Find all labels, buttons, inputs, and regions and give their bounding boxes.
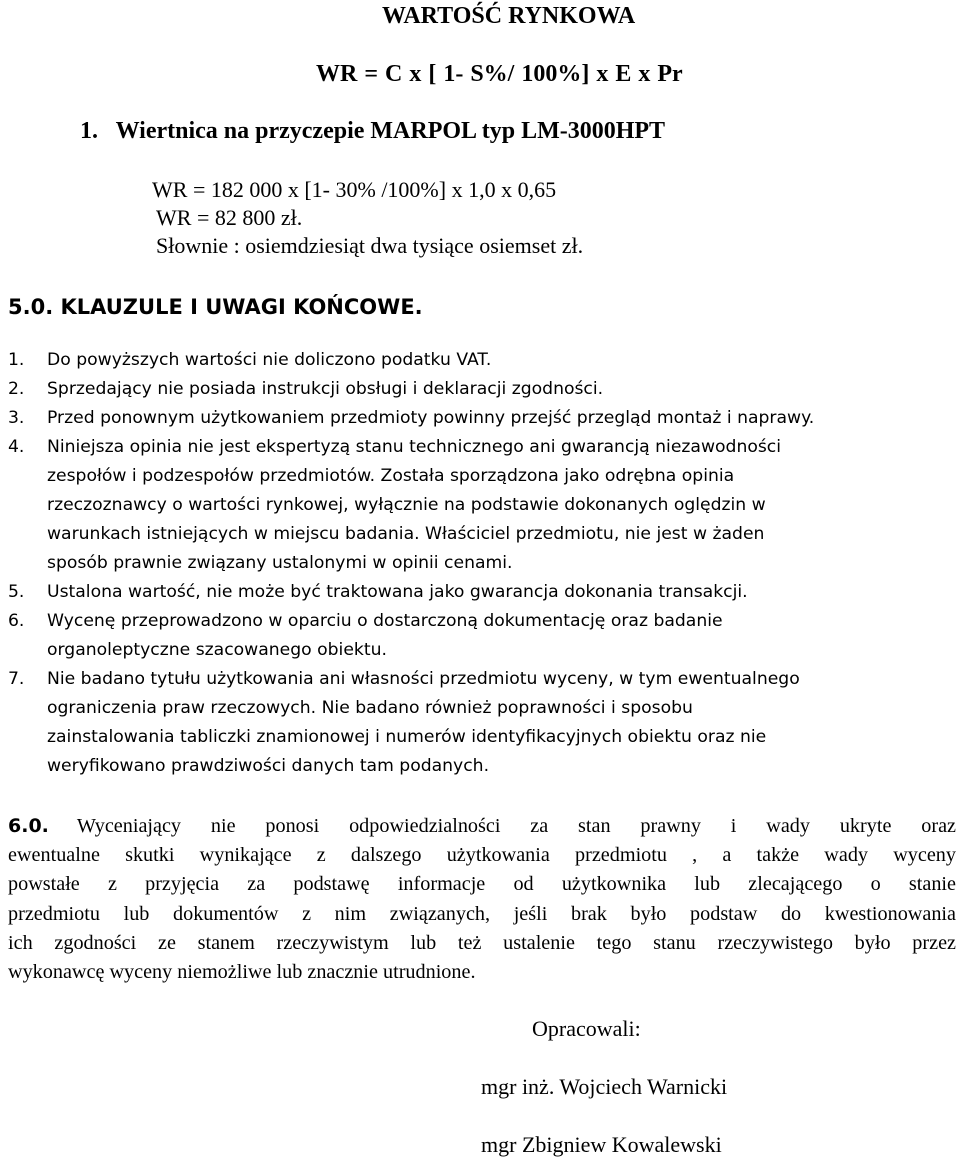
section-6-line: ich zgodności ze stanem rzeczywistym lub też ustalenie tego stanu rzeczywistego było przez <box>8 931 956 954</box>
note-item <box>8 665 953 781</box>
valuation-calculation <box>152 176 583 260</box>
note-line: zespołów i podzespołów przedmiotów. Została sporządzona jako odrębna opinia <box>47 466 735 486</box>
note-item <box>8 578 953 607</box>
note-line: zainstalowania tabliczki znamionowej i numerów identyfikacyjnych obiektu oraz nie <box>47 727 767 747</box>
author-name: mgr inż. Wojciech Warnicki <box>481 1074 728 1099</box>
note-item <box>8 607 953 665</box>
section-6-line <box>8 812 956 841</box>
note-line: Nie badano tytułu użytkowania ani własności przedmiotu wyceny, w tym ewentualnego <box>47 669 800 689</box>
calculation-line-result: WR = 82 800 zł. <box>156 205 303 230</box>
section-6-paragraph <box>8 812 956 987</box>
note-number: 6. <box>8 611 25 631</box>
note-line: organoleptyczne szacowanego obiektu. <box>47 640 387 660</box>
note-line: warunkach istniejących w miejscu badania. Właściciel przedmiotu, nie jest w żaden <box>47 524 765 544</box>
section-6-line: ewentualne skutki wynikające z dalszego użytkowania przedmiotu , a także wady wyceny <box>8 844 956 867</box>
note-line: rzeczoznawcy o wartości rynkowej, wyłącznie na podstawie dokonanych oględzin w <box>47 495 766 515</box>
calculation-line-words: Słownie : osiemdziesiąt dwa tysiące osiemset zł. <box>156 233 584 258</box>
note-text <box>47 433 953 578</box>
note-line: ograniczenia praw rzeczowych. Nie badano również poprawności i sposobu <box>47 698 693 718</box>
note-line: Przed ponownym użytkowaniem przedmioty powinny przejść przegląd montaż i naprawy. <box>47 408 815 428</box>
note-item <box>8 346 953 375</box>
note-line: Sprzedający nie posiada instrukcji obsługi i deklaracji zgodności. <box>47 379 604 399</box>
note-line: Do powyższych wartości nie doliczono podatku VAT. <box>47 350 492 370</box>
section-6-line: powstałe z przyjęcia za podstawę informacje od użytkownika lub zlecającego o stanie <box>8 873 956 896</box>
closing-notes-list <box>8 346 953 781</box>
note-number: 5. <box>8 582 25 602</box>
note-line: Niniejsza opinia nie jest ekspertyzą stanu technicznego ani gwarancją niezawodności <box>47 437 782 457</box>
note-text <box>47 375 953 404</box>
note-line: weryfikowano prawdziwości danych tam podanych. <box>47 756 490 776</box>
item-label: Wiertnica na przyczepie MARPOL typ LM-3000HPT <box>115 118 666 144</box>
note-item <box>8 375 953 404</box>
section-6-line: przedmiotu lub dokumentów z nim związanych, jeśli brak było podstaw do kwestionowania <box>8 902 956 925</box>
note-item <box>8 433 953 578</box>
calculation-line-formula: WR = 182 000 x [1- 30% /100%] x 1,0 x 0,65 <box>152 177 557 202</box>
note-number: 4. <box>8 437 25 457</box>
document-title: WARTOŚĆ RYNKOWA <box>382 3 636 29</box>
author-name: mgr Zbigniew Kowalewski <box>481 1132 722 1157</box>
note-text <box>47 404 953 433</box>
prepared-by-label: Opracowali: <box>532 1016 641 1041</box>
note-text <box>47 578 953 607</box>
market-value-formula: WR = C x [ 1- S%/ 100%] x E x Pr <box>316 61 683 87</box>
note-number: 7. <box>8 669 25 689</box>
item-number: 1. <box>80 118 98 144</box>
section-6-number: 6.0. <box>8 815 49 837</box>
note-number: 2. <box>8 379 25 399</box>
note-number: 3. <box>8 408 25 428</box>
note-line: Wycenę przeprowadzono w oparciu o dostarczoną dokumentację oraz badanie <box>47 611 723 631</box>
note-line: Ustalona wartość, nie może być traktowana jako gwarancja dokonania transakcji. <box>47 582 748 602</box>
note-line: sposób prawnie związany ustalonymi w opinii cenami. <box>47 553 513 573</box>
section-6-text: Wyceniający nie ponosi odpowiedzialności za stan prawny i wady ukryte oraz <box>76 815 956 837</box>
note-text <box>47 607 953 665</box>
valuation-item-heading <box>80 117 665 145</box>
note-number: 1. <box>8 350 25 370</box>
note-item <box>8 404 953 433</box>
section-6-line: wykonawcę wyceny niemożliwe lub znacznie utrudnione. <box>8 961 476 984</box>
note-text <box>47 346 953 375</box>
section-5-heading: 5.0. KLAUZULE I UWAGI KOŃCOWE. <box>8 295 423 319</box>
note-text <box>47 665 953 781</box>
